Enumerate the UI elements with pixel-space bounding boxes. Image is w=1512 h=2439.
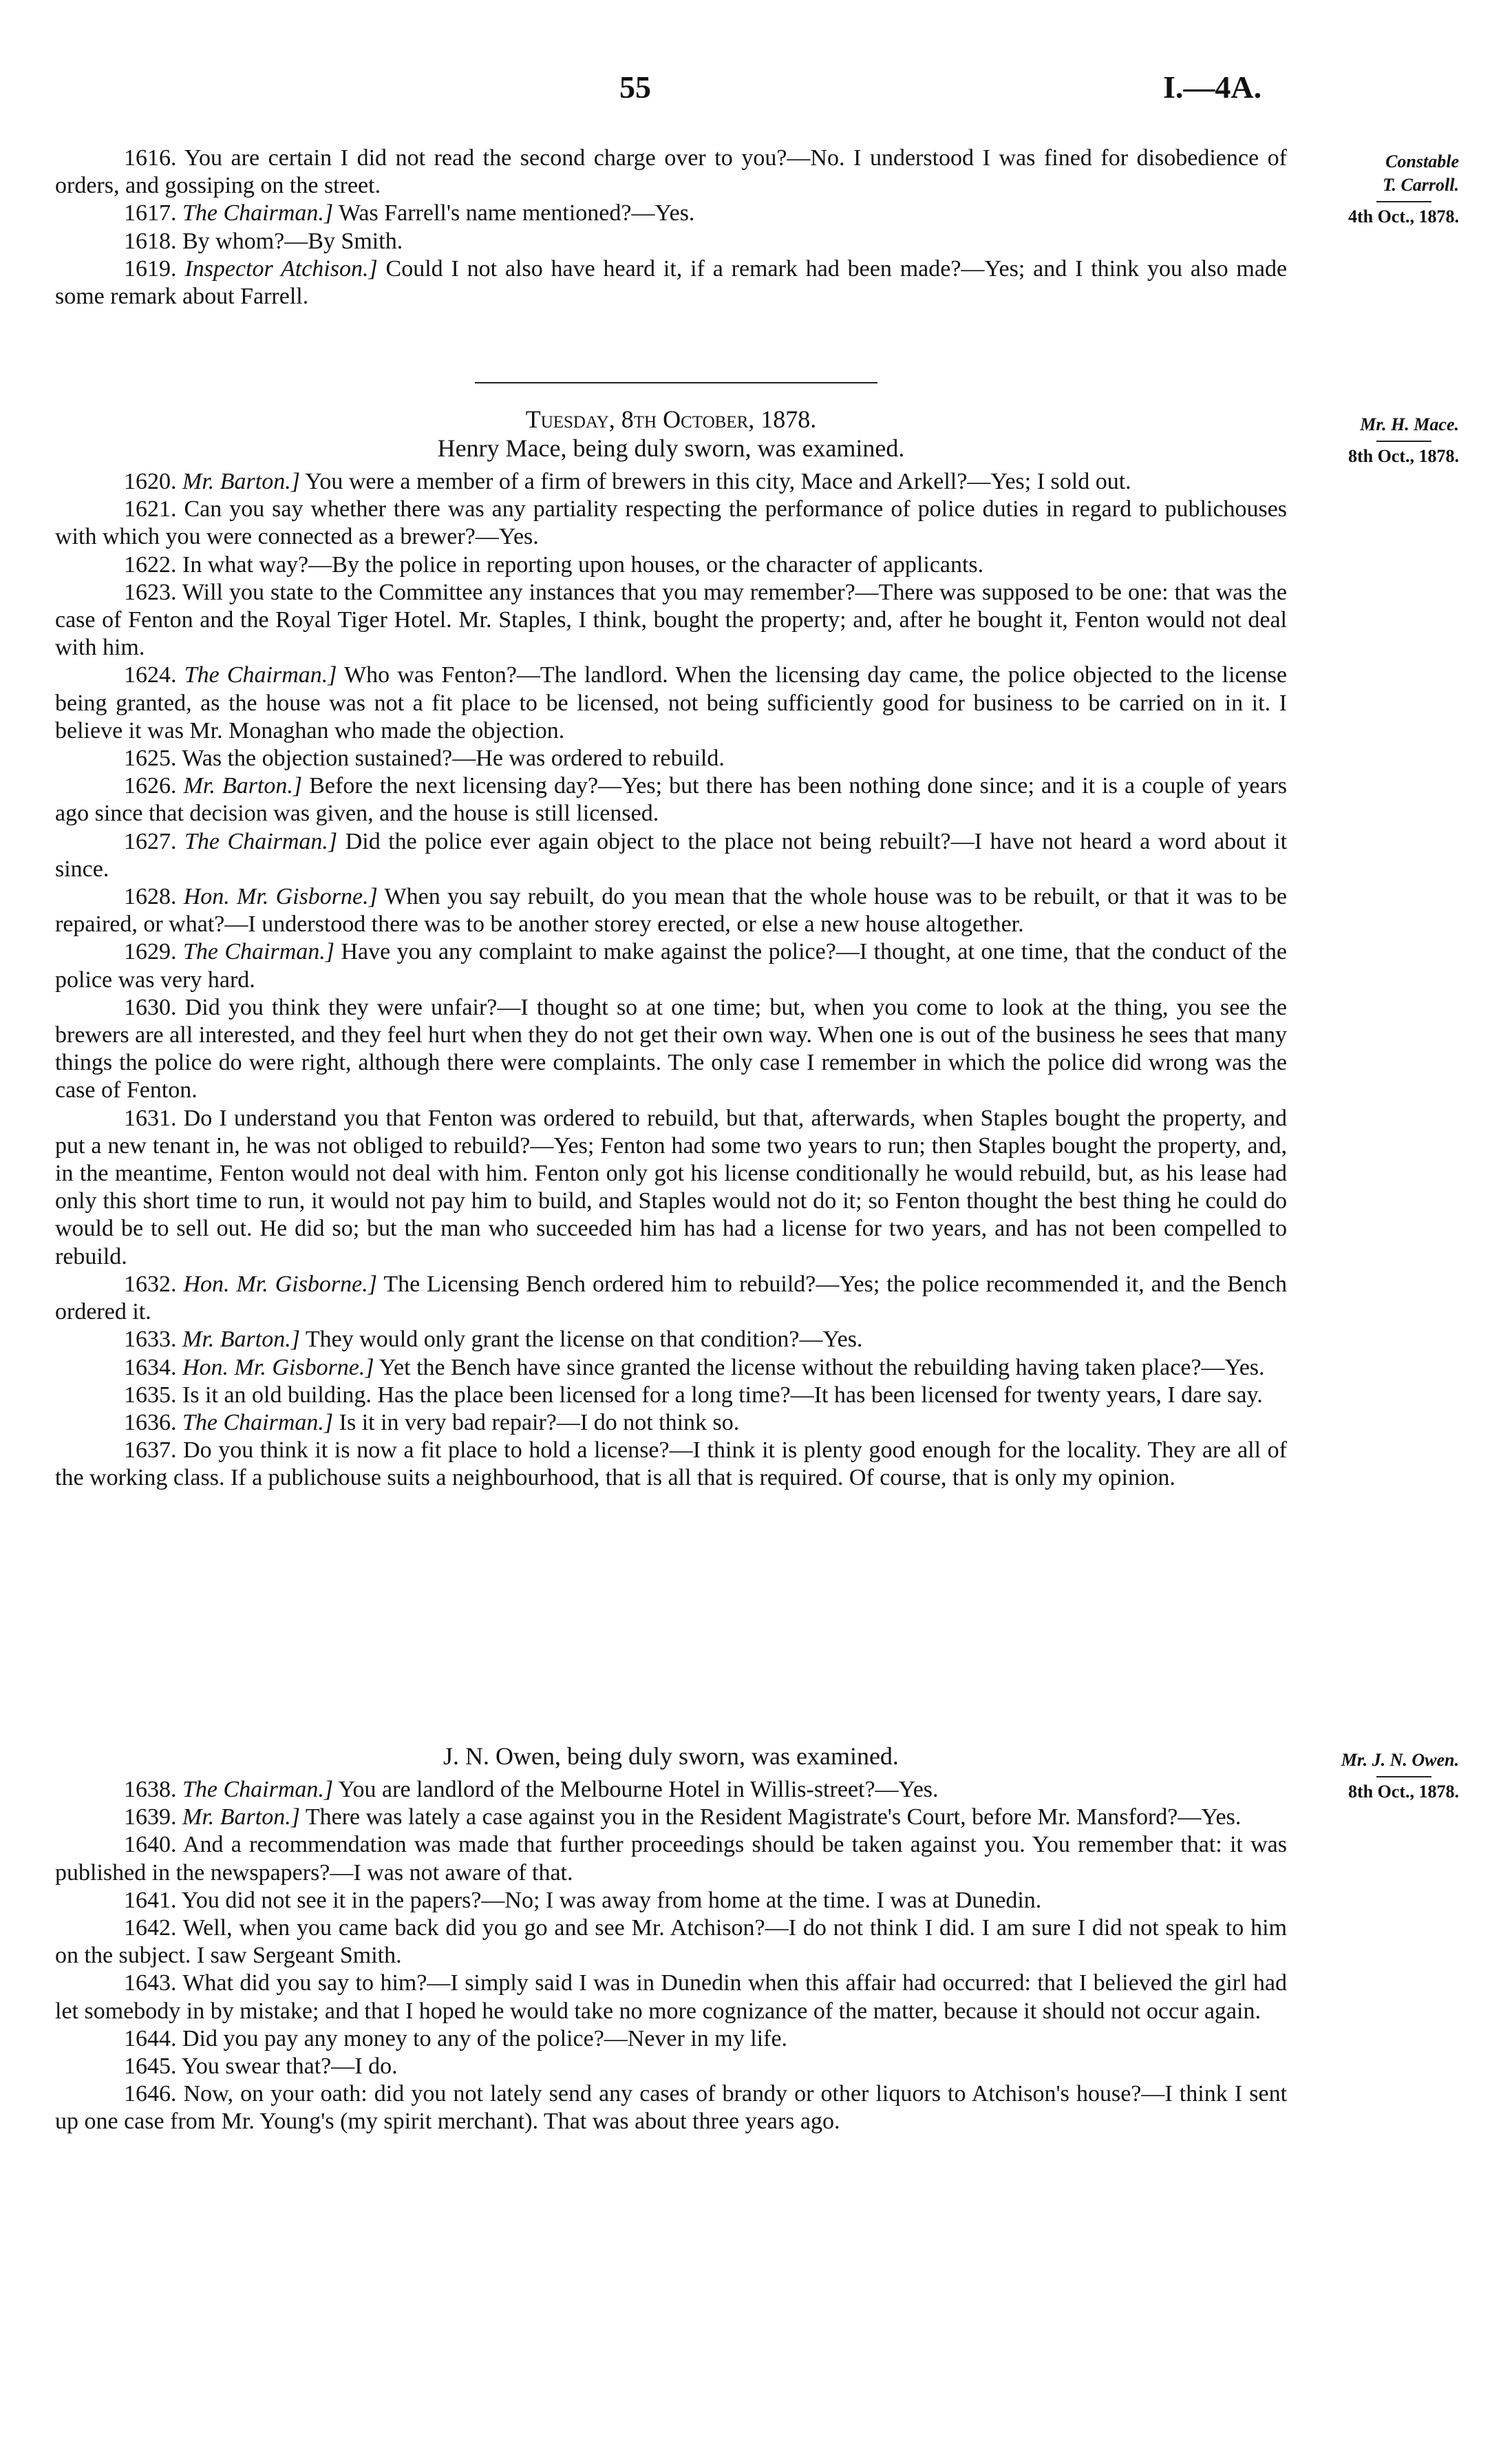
question-text: Now, on your oath: did you not lately send any cases of brandy or other liquors to Atchison's house?—I think I sent up one case from Mr. Young's (my spirit merchant). That was about three years ago. xyxy=(55,2081,1288,2135)
question-paragraph xyxy=(55,1382,1287,1409)
speaker-label: Inspector Atchison.] xyxy=(184,255,378,282)
question-number: 1638. xyxy=(124,1777,177,1802)
question-paragraph xyxy=(55,2080,1287,2135)
speaker-label: Hon. Mr. Gisborne.] xyxy=(182,1354,374,1380)
question-number: 1633. xyxy=(124,1327,177,1353)
question-text: Who was Fenton?—The landlord. When the licensing day came, the police objected to the license being granted, as the house was not a fit place to be licensed, not being sufficiently good for business to be carried on in it. I believe it was Mr. Monaghan who made the objection. xyxy=(55,662,1288,743)
question-text: Was the objection sustained?—He was ordered to rebuild. xyxy=(182,746,725,772)
question-paragraph xyxy=(55,745,1287,772)
question-text: Do you think it is now a fit place to hold a license?—I think it is plenty good enough for the locality. They are all of the working class. If a publichouse suits a neighbourhood, that is all that is required. Of course, that is only my opinion. xyxy=(55,1437,1288,1491)
question-text: What did you say to him?—I simply said I was in Dunedin when this affair had occurred: that I believed the girl had let somebody in by mistake; and that I hoped he would take no more cognizance of the matter, because it should not occur again. xyxy=(55,1970,1287,2024)
question-paragraph xyxy=(55,1354,1287,1382)
question-number: 1616. xyxy=(124,145,177,171)
question-number: 1632. xyxy=(124,1271,177,1297)
question-text: Is it in very bad repair?—I do not think so. xyxy=(339,1409,740,1435)
question-paragraph xyxy=(55,1914,1287,1970)
question-text: When you say rebuilt, do you mean that the whole house was to be rebuilt, or that it was to be repaired, or what?—I understood there was to be another storey erected, or else a new house altogether. xyxy=(55,884,1288,938)
question-paragraph xyxy=(55,994,1287,1105)
question-number: 1641. xyxy=(124,1887,177,1913)
margin-note-constable-carroll xyxy=(1301,150,1459,229)
question-number: 1631. xyxy=(124,1105,177,1131)
question-paragraph xyxy=(55,228,1287,255)
question-number: 1640. xyxy=(124,1832,177,1858)
question-text: Was Farrell's name mentioned?—Yes. xyxy=(339,200,695,226)
margin-rule xyxy=(1376,441,1431,442)
question-text: You were a member of a firm of brewers in this city, Mace and Arkell?—Yes; I sold out. xyxy=(305,469,1131,494)
question-number: 1618. xyxy=(124,228,177,254)
question-text: Is it an old building. Has the place been licensed for a long time?—It has been licensed for twenty years, I dare say. xyxy=(182,1382,1263,1408)
question-text: Before the next licensing day?—Yes; but there has been nothing done since; and it is a couple of years ago since that decision was given, and the house is still licensed. xyxy=(55,773,1287,827)
question-paragraph xyxy=(55,1970,1287,2025)
question-number: 1619. xyxy=(124,255,177,282)
section-constable-carroll xyxy=(55,145,1287,310)
section-divider xyxy=(475,382,877,383)
question-paragraph xyxy=(55,1271,1287,1326)
question-paragraph xyxy=(55,662,1287,745)
speaker-label: Hon. Mr. Gisborne.] xyxy=(183,1271,377,1297)
question-number: 1646. xyxy=(124,2081,177,2107)
question-number: 1643. xyxy=(124,1970,177,1996)
question-text: Can you say whether there was any partiality respecting the performance of police duties in regard to publichouses with which you were connected as a brewer?—Yes. xyxy=(55,496,1287,550)
question-number: 1622. xyxy=(124,551,177,578)
question-number: 1639. xyxy=(124,1804,177,1830)
question-number: 1642. xyxy=(124,1915,177,1941)
question-paragraph xyxy=(55,2025,1287,2053)
question-paragraph xyxy=(55,551,1287,579)
question-paragraph xyxy=(55,1887,1287,1914)
margin-note-owen xyxy=(1301,1749,1459,1804)
question-number: 1620. xyxy=(124,469,177,494)
question-number: 1645. xyxy=(124,2053,177,2080)
question-paragraph xyxy=(55,1831,1287,1886)
margin-date: 8th Oct., 1878. xyxy=(1348,1782,1459,1802)
question-paragraph xyxy=(55,145,1287,200)
question-text: Do I understand you that Fenton was ordered to rebuild, but that, afterwards, when Staples bought the property, and put a new tenant in, he was not obliged to rebuild?—Yes; Fenton had some two years to run; then Staples bought the property, and, in the meantime, Fenton would not deal with him. Fenton only got his license conditionally he would rebuild, but, as his lease had only this short time to run, it would not pay him to build, and Staples would not do it; so Fenton thought the best thing he could do would be to sell out. He did so; but the man who succeeded him has had a license for two years, and has not been compelled to rebuild. xyxy=(55,1105,1288,1269)
speaker-label: Hon. Mr. Gisborne.] xyxy=(183,884,378,910)
question-text: They would only grant the license on that condition?—Yes. xyxy=(305,1327,863,1353)
question-number: 1634. xyxy=(124,1354,177,1380)
margin-date: 8th Oct., 1878. xyxy=(1348,446,1459,466)
question-number: 1644. xyxy=(124,2025,177,2051)
speaker-label: Mr. Barton.] xyxy=(182,469,300,494)
margin-witness-name-2: T. Carroll. xyxy=(1382,175,1459,195)
question-text: And a recommendation was made that further proceedings should be taken against you. You remember that: it was published in the newspapers?—I was not aware of that. xyxy=(55,1832,1288,1886)
question-paragraph xyxy=(55,468,1287,496)
margin-note-mace xyxy=(1301,413,1459,468)
question-paragraph xyxy=(55,1804,1287,1831)
question-paragraph xyxy=(55,200,1287,227)
question-number: 1624. xyxy=(124,662,177,688)
margin-witness-name: Mr. J. N. Owen. xyxy=(1341,1750,1459,1770)
question-number: 1637. xyxy=(124,1437,177,1464)
question-text: Did you pay any money to any of the police?—Never in my life. xyxy=(182,2025,788,2051)
question-paragraph xyxy=(55,828,1287,883)
question-text: Did you think they were unfair?—I thought so at one time; but, when you come to look at the thing, you see the brewers are all interested, and they feel hurt when they do not get their own way. When one is out of the business he sees that many things the police do were right, although there were complaints. The only case I remember in which the police did wrong was the case of Fenton. xyxy=(55,994,1287,1104)
speaker-label: The Chairman.] xyxy=(182,200,334,226)
question-paragraph xyxy=(55,579,1287,662)
question-number: 1625. xyxy=(124,746,177,772)
question-paragraph xyxy=(55,938,1287,993)
question-paragraph xyxy=(55,883,1287,938)
question-number: 1617. xyxy=(124,200,177,226)
question-number: 1627. xyxy=(124,828,177,854)
question-number: 1636. xyxy=(124,1409,177,1435)
date-heading: Tuesday, 8th October, 1878. xyxy=(525,405,817,433)
question-number: 1628. xyxy=(124,884,177,910)
question-number: 1635. xyxy=(124,1382,177,1408)
question-text: You are landlord of the Melbourne Hotel in Willis-street?—Yes. xyxy=(338,1777,939,1802)
section-mace-testimony xyxy=(55,468,1287,1492)
question-text: Did the police ever again object to the place not being rebuilt?—I have not heard a word about it since. xyxy=(55,828,1288,882)
speaker-label: Mr. Barton.] xyxy=(182,1804,300,1830)
question-number: 1629. xyxy=(124,939,177,965)
question-paragraph xyxy=(55,1437,1287,1492)
question-paragraph xyxy=(55,772,1287,827)
margin-date: 4th Oct., 1878. xyxy=(1348,207,1459,226)
question-number: 1630. xyxy=(124,994,177,1020)
question-text: Will you state to the Committee any instances that you may remember?—There was supposed to be one: that was the case of Fenton and the Royal Tiger Hotel. Mr. Staples, I think, bought the property; and, after he bought it, Fenton would not deal with him. xyxy=(55,579,1287,661)
question-paragraph xyxy=(55,1326,1287,1353)
witness-heading-mace: Henry Mace, being duly sworn, was examined. xyxy=(437,434,905,462)
question-paragraph xyxy=(55,496,1287,551)
question-text: Could I not also have heard it, if a remark had been made?—Yes; and I think you also made some remark about Farrell. xyxy=(55,255,1288,310)
speaker-label: The Chairman.] xyxy=(184,662,337,688)
question-number: 1623. xyxy=(124,579,177,605)
question-text: There was lately a case against you in the Resident Magistrate's Court, before Mr. Mansford?—Yes. xyxy=(305,1804,1242,1830)
question-paragraph xyxy=(55,1409,1287,1437)
margin-witness-name: Mr. H. Mace. xyxy=(1360,414,1459,434)
margin-witness-name: Constable xyxy=(1385,151,1459,171)
question-text: You did not see it in the papers?—No; I was away from home at the time. I was at Dunedin. xyxy=(181,1887,1042,1913)
margin-rule xyxy=(1376,1776,1431,1777)
question-number: 1621. xyxy=(124,496,177,522)
margin-rule xyxy=(1376,201,1431,202)
question-paragraph xyxy=(55,1105,1287,1271)
question-text: You swear that?—I do. xyxy=(181,2053,398,2080)
page-number: 55 xyxy=(619,70,651,105)
question-number: 1626. xyxy=(124,773,177,799)
question-paragraph xyxy=(55,255,1287,310)
speaker-label: Mr. Barton.] xyxy=(183,773,303,799)
witness-heading-owen: J. N. Owen, being duly sworn, was examined. xyxy=(443,1742,899,1770)
question-text: By whom?—By Smith. xyxy=(182,228,403,254)
section-owen-testimony xyxy=(55,1776,1287,2136)
question-text: Have you any complaint to make against the police?—I thought, at one time, that the conduct of the police was very hard. xyxy=(55,939,1288,993)
speaker-label: The Chairman.] xyxy=(182,939,335,965)
question-text: Yet the Bench have since granted the license without the rebuilding having taken place?—Yes. xyxy=(379,1354,1265,1380)
question-text: The Licensing Bench ordered him to rebuild?—Yes; the police recommended it, and the Bench ordered it. xyxy=(55,1271,1288,1325)
question-text: Well, when you came back did you go and see Mr. Atchison?—I do not think I did. I am sure I did not speak to him on the subject. I saw Sergeant Smith. xyxy=(55,1915,1287,1969)
question-text: You are certain I did not read the second charge over to you?—No. I understood I was fined for disobedience of orders, and gossiping on the street. xyxy=(55,145,1287,199)
speaker-label: The Chairman.] xyxy=(184,828,338,854)
speaker-label: The Chairman.] xyxy=(182,1777,334,1802)
question-text: In what way?—By the police in reporting upon houses, or the character of applicants. xyxy=(182,551,984,578)
speaker-label: The Chairman.] xyxy=(182,1409,334,1435)
speaker-label: Mr. Barton.] xyxy=(182,1327,300,1353)
page-reference: I.—4A. xyxy=(1163,70,1262,105)
question-paragraph xyxy=(55,1776,1287,1804)
question-paragraph xyxy=(55,2053,1287,2080)
